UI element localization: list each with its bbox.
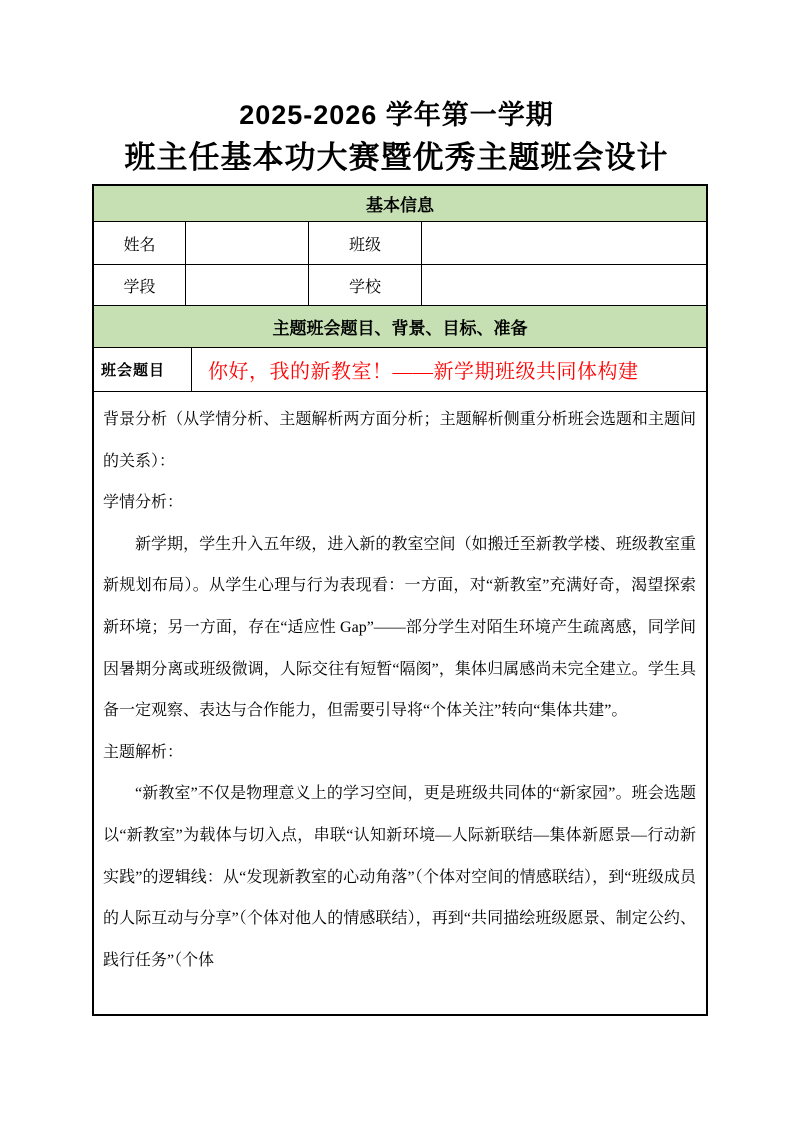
class-field-label: 班级 (309, 222, 422, 264)
section-header-basic-info (94, 186, 706, 222)
stage-field-value[interactable] (186, 265, 309, 305)
paragraph-background-intro: 背景分析（从学情分析、主题解析两方面分析；主题解析侧重分析班会选题和主题间的关系）： (103, 411, 696, 470)
table-row-name-class (94, 222, 706, 265)
table-row-background-analysis (94, 392, 706, 1014)
document-title-line1: 2025-2026 学年第一学期 (239, 100, 554, 130)
section-header-theme-label: 主题班会题目、背景、目标、准备 (272, 319, 528, 338)
school-field-value[interactable] (422, 265, 706, 305)
meeting-title-value[interactable]: 你好，我的新教室！——新学期班级共同体构建 (208, 361, 639, 383)
stage-field-label: 学段 (94, 265, 186, 305)
paragraph-theme-analysis-heading: 主题解析： (103, 743, 184, 761)
name-field-value[interactable] (186, 222, 309, 264)
background-analysis-content[interactable] (94, 392, 706, 1014)
meeting-title-label: 班会题目 (94, 348, 192, 391)
paragraph-theme-analysis-body: “新教室”不仅是物理意义上的学习空间，更是班级共同体的“新家园”。班会选题以“新教室”为载体与切入点，串联“认知新环境—人际新联结—集体新愿景—行动新实践”的逻辑线：从“发现新教室的心动角落”（个体对空间的情感联结），到“班级成员的人际互动与分享”（个体对他人的情感联结），再到“共同描绘班级愿景、制定公约、践行任务”（个体 (103, 785, 696, 969)
document-title-line2: 班主任基本功大赛暨优秀主题班会设计 (124, 140, 669, 175)
paragraph-learning-analysis-heading: 学情分析： (103, 494, 184, 512)
class-meeting-form-table (92, 184, 708, 1016)
section-header-theme (94, 306, 706, 348)
table-row-meeting-title (94, 348, 706, 392)
table-row-stage-school (94, 265, 706, 306)
section-header-basic-info-label: 基本信息 (366, 196, 434, 215)
paragraph-learning-analysis-body: 新学期，学生升入五年级，进入新的教室空间（如搬迁至新教学楼、班级教室重新规划布局）。从学生心理与行为表现看：一方面，对“新教室”充满好奇，渴望探索新环境；另一方面，存在“适应性 Gap”——部分学生对陌生环境产生疏离感，同学间因暑期分离或班级微调，人际交往有短暂“隔阂”，集体归属感尚未完全建立。学生具备一定观察、表达与合作能力，但需要引导将“个体关注”转向“集体共建”。 (103, 535, 696, 720)
school-field-label: 学校 (309, 265, 422, 305)
document-title-block (0, 0, 793, 181)
class-field-value[interactable] (422, 222, 706, 264)
name-field-label: 姓名 (94, 222, 186, 264)
